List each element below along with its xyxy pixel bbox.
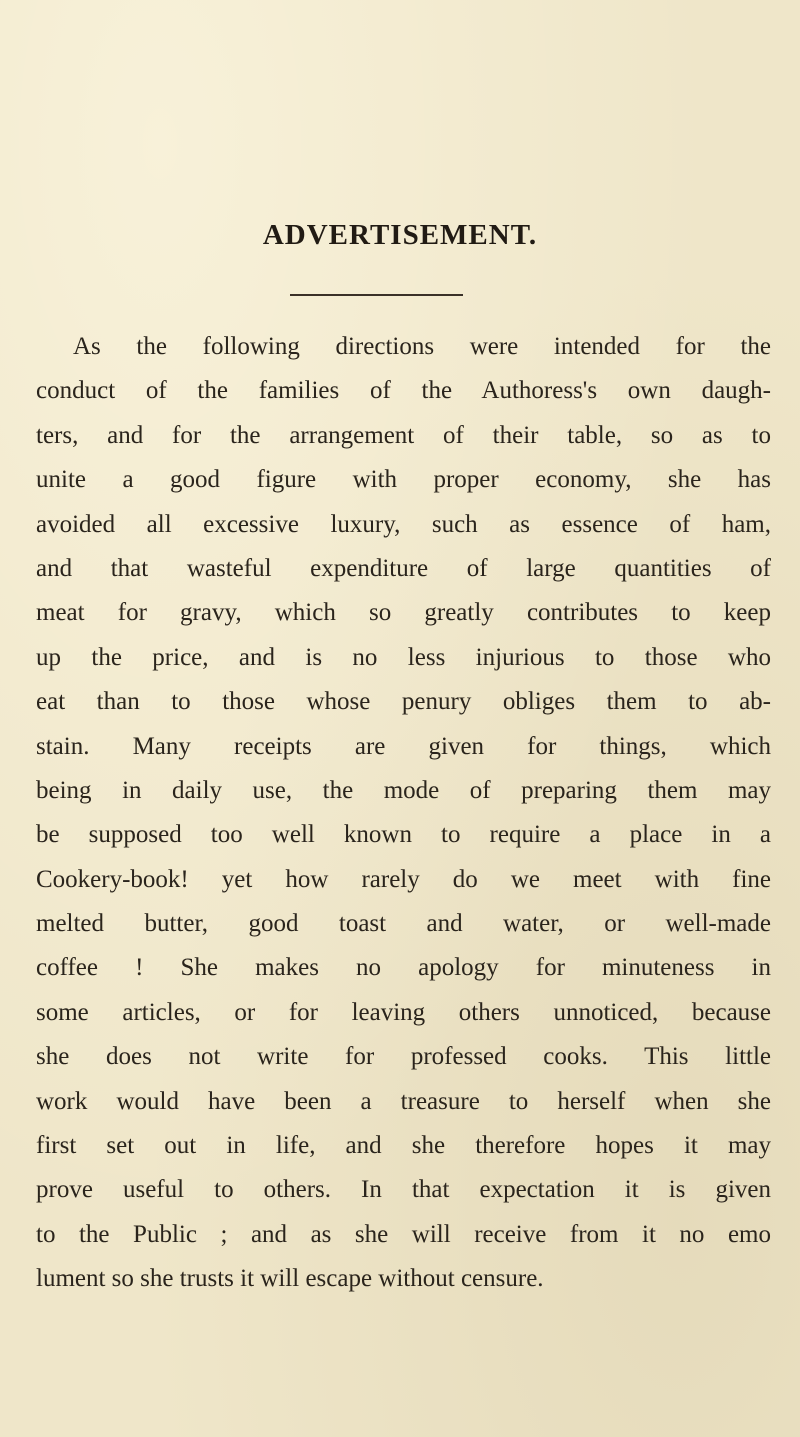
text-line: conduct of the families of the Authoress's own daugh- [36,377,771,405]
text-line: work would have been a treasure to herself when she [36,1087,771,1115]
text-line: first set out in life, and she therefore hopes it may [36,1132,771,1160]
text-line: being in daily use, the mode of preparing them may [36,776,771,804]
text-line: ters, and for the arrangement of their table, so as to [36,421,771,449]
text-line: lument so she trusts it will escape without censure. [36,1265,544,1293]
text-line: As the following directions were intended for the [73,333,771,360]
text-line: and that wasteful expenditure of large quantities of [36,554,771,582]
text-line: stain. Many receipts are given for things, which [36,732,771,760]
text-line: eat than to those whose penury obliges them to ab- [36,688,771,716]
text-line: avoided all excessive luxury, such as essence of ham, [36,510,771,538]
text-line: prove useful to others. In that expectation it is given [36,1176,771,1204]
page-title: ADVERTISEMENT. [262,219,538,251]
text-line: Cookery-book! yet how rarely do we meet with fine [36,865,771,893]
text-line: meat for gravy, which so greatly contributes to keep [36,599,771,627]
text-line: be supposed too well known to require a place in a [36,821,771,849]
text-line: melted butter, good toast and water, or well-made [36,910,771,938]
text-line: up the price, and is no less injurious to those who [36,643,771,671]
body-paragraph [36,325,771,1302]
text-line: some articles, or for leaving others unnoticed, because [36,998,771,1026]
title-divider [290,294,463,296]
text-line: she does not write for professed cooks. This little [36,1043,771,1071]
text-line: coffee ! She makes no apology for minuteness in [36,954,771,982]
text-line: to the Public ; and as she will receive from it no emo [36,1220,771,1248]
text-line: unite a good figure with proper economy, she has [36,466,771,494]
